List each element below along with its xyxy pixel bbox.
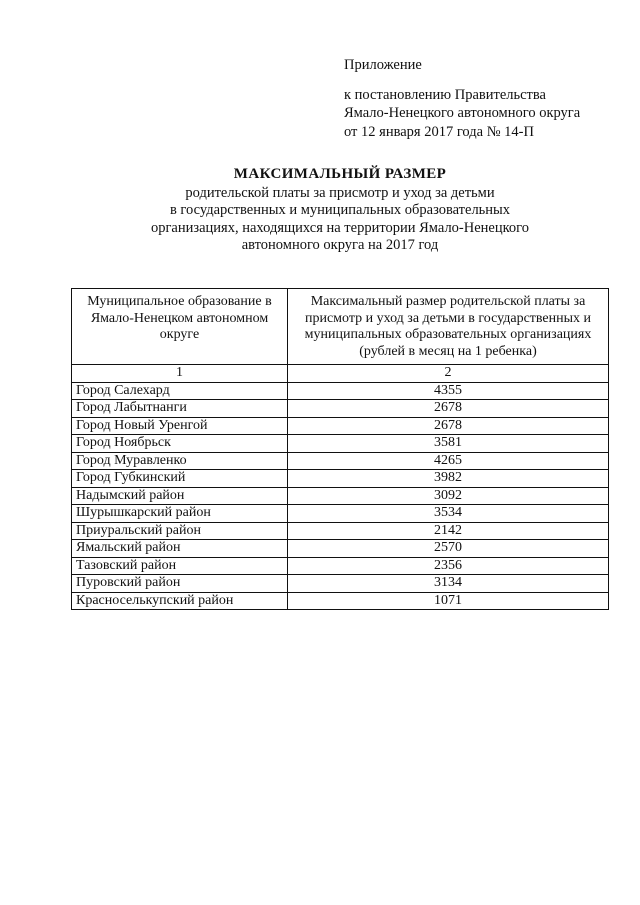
appendix-label: Приложение (344, 57, 422, 73)
table-row (72, 505, 609, 523)
subtitle-line: организациях, находящихся на территории Ямало-Ненецкого (150, 219, 530, 236)
max-fee-value: 2678 (288, 417, 609, 435)
table-row (72, 470, 609, 488)
table-row (72, 557, 609, 575)
fee-table-body (72, 365, 609, 610)
subtitle-line: родительской платы за присмотр и уход за детьми (185, 184, 495, 201)
municipality-name: Пуровский район (72, 575, 288, 593)
table-row (72, 575, 609, 593)
header-max-fee: Максимальный размер родительской платы за присмотр и уход за детьми в государственных и муниципальных образовательных организациях (рублей в месяц на 1 ребенка) (288, 289, 609, 365)
table-row (72, 540, 609, 558)
municipality-name: Город Муравленко (72, 452, 288, 470)
municipality-name: Шурышкарский район (72, 505, 288, 523)
document-title-block (40, 166, 640, 255)
max-fee-value: 2142 (288, 522, 609, 540)
table-row (72, 452, 609, 470)
subtitle-line: автономного округа на 2017 год (241, 237, 439, 253)
table-row (72, 400, 609, 418)
table-row (72, 522, 609, 540)
table-row (72, 435, 609, 453)
max-fee-value: 4265 (288, 452, 609, 470)
table-row (72, 592, 609, 610)
document-title: МАКСИМАЛЬНЫЙ РАЗМЕР (233, 166, 447, 182)
municipality-name: Город Губкинский (72, 470, 288, 488)
municipality-name: Город Ноябрьск (72, 435, 288, 453)
column-number-row (72, 365, 609, 383)
max-fee-value: 3982 (288, 470, 609, 488)
municipality-name: Тазовский район (72, 557, 288, 575)
table-header-row (72, 289, 609, 365)
municipality-name: Надымский район (72, 487, 288, 505)
max-fee-value: 4355 (288, 382, 609, 400)
max-fee-value: 3134 (288, 575, 609, 593)
municipality-name: Город Салехард (72, 382, 288, 400)
max-fee-value: 2356 (288, 557, 609, 575)
max-fee-value: 3092 (288, 487, 609, 505)
fee-table (71, 288, 609, 610)
municipality-name: Город Новый Уренгой (72, 417, 288, 435)
municipality-name: Ямальский район (72, 540, 288, 558)
table-row (72, 382, 609, 400)
max-fee-value: 1071 (288, 592, 609, 610)
max-fee-value: 3581 (288, 435, 609, 453)
column-number-2: 2 (288, 365, 609, 383)
appendix-line-region: Ямало-Ненецкого автономного округа (344, 105, 581, 121)
appendix-line-decree: к постановлению Правительства (344, 86, 546, 103)
max-fee-value: 2570 (288, 540, 609, 558)
municipality-name: Приуральский район (72, 522, 288, 540)
max-fee-value: 3534 (288, 505, 609, 523)
table-row (72, 487, 609, 505)
municipality-name: Красноселькупский район (72, 592, 288, 610)
table-row (72, 417, 609, 435)
max-fee-value: 2678 (288, 400, 609, 418)
column-number-1: 1 (72, 365, 288, 383)
subtitle-line: в государственных и муниципальных образовательных (169, 202, 511, 218)
municipality-name: Город Лабытнанги (72, 400, 288, 418)
appendix-line-date: от 12 января 2017 года № 14-П (344, 123, 534, 140)
appendix-spacer (344, 75, 634, 86)
appendix-header (344, 56, 634, 141)
header-municipality: Муниципальное образование в Ямало-Ненецком автономном округе (72, 289, 288, 365)
